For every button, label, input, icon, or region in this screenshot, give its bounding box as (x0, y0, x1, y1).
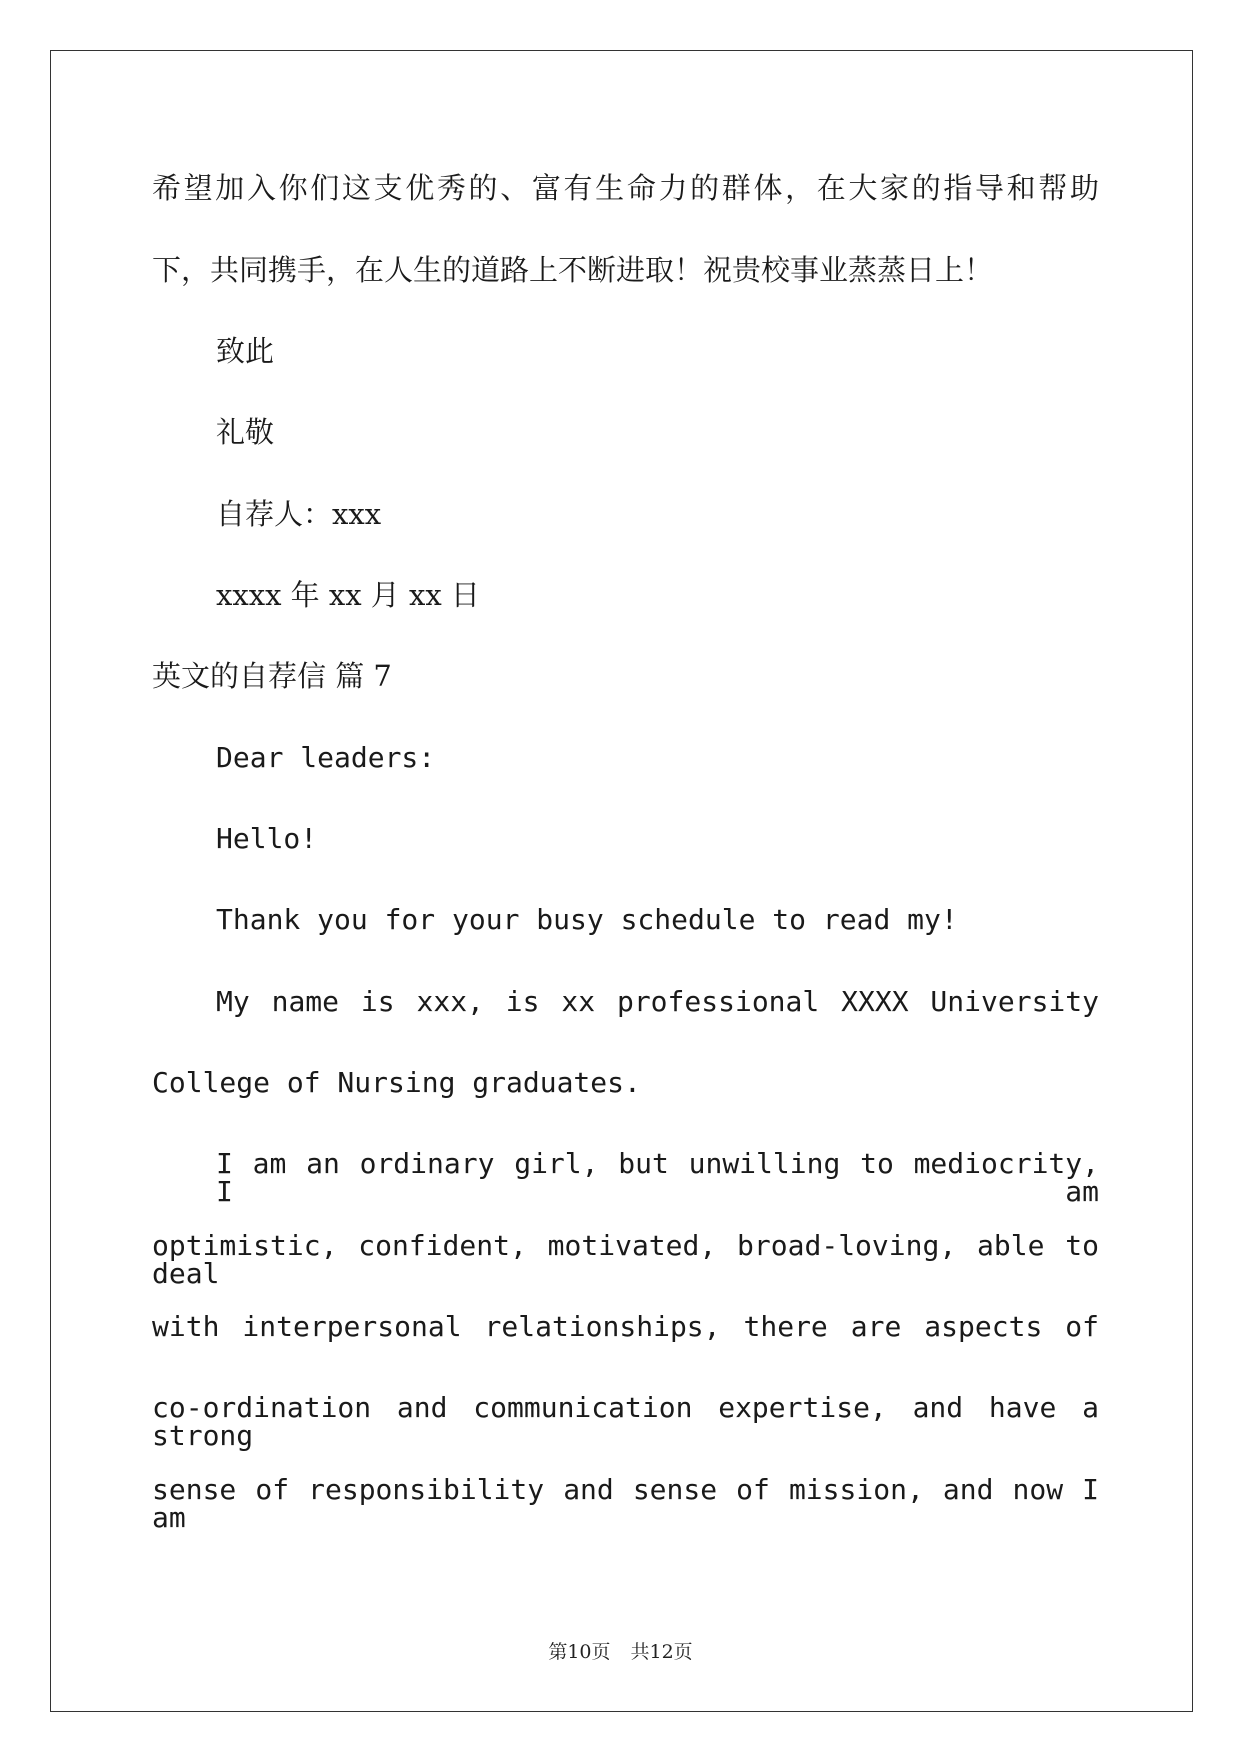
body-line-2: 下，共同携手，在人生的道路上不断进取！祝贵校事业蒸蒸日上！ (152, 253, 994, 287)
page-footer (0, 1637, 1241, 1664)
page-number-current: 第10页 (548, 1641, 611, 1663)
page-number-total: 共12页 (630, 1641, 693, 1663)
signature-line: 自荐人：xxx (216, 497, 382, 531)
thanks-line: Thank you for your busy schedule to read my! (216, 903, 958, 936)
closing-salutation-2: 礼敬 (216, 415, 275, 449)
hello-line: Hello! (216, 822, 318, 855)
paragraph-2-line-4: co-ordination and communication expertise, and have a strong (152, 1391, 1099, 1452)
greeting-line: Dear leaders: (216, 741, 436, 774)
paragraph-2-line-5: sense of responsibility and sense of mission, and now I am (152, 1473, 1099, 1534)
closing-salutation-1: 致此 (216, 334, 275, 368)
date-line: xxxx 年 xx 月 xx 日 (216, 578, 480, 612)
paragraph-2-line-2: optimistic, confident, motivated, broad-loving, able to deal (152, 1229, 1099, 1290)
paragraph-1-line-2: College of Nursing graduates. (152, 1066, 641, 1099)
paragraph-2-line-3: with interpersonal relationships, there are aspects of (152, 1310, 1099, 1343)
paragraph-1-line-1: My name is xxx, is xx professional XXXX University (216, 985, 1099, 1018)
body-line-1: 希望加入你们这支优秀的、富有生命力的群体，在大家的指导和帮助 (152, 171, 1099, 205)
paragraph-2-line-1: I am an ordinary girl, but unwilling to mediocrity, I am (216, 1147, 1099, 1208)
section-heading: 英文的自荐信 篇 7 (152, 659, 392, 693)
page-border (50, 50, 1193, 1712)
